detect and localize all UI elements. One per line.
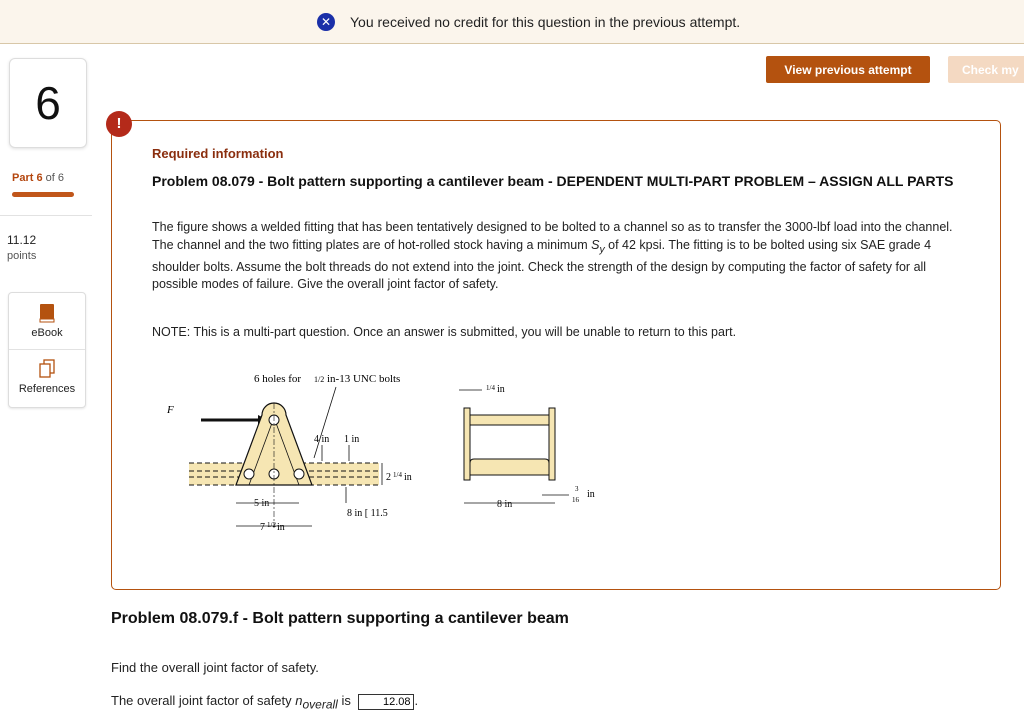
answer-is: is	[337, 693, 351, 708]
dim-8in-11: 8 in [ 11.5	[347, 508, 388, 519]
points-label: points	[7, 250, 37, 262]
desc-text-1: The figure shows a welded fitting that has been tentatively designed to be bolted to a channel so as to transfer the 3000-lbf load into the channel. The channel and the two fitting plates are of hot-rolled stock having a minimum	[152, 220, 953, 252]
view-previous-attempt-button[interactable]: View previous attempt	[766, 56, 930, 83]
dim-7h-frac: 1/2	[267, 521, 276, 529]
end-8in: 8 in	[497, 499, 513, 510]
banner-message: You received no credit for this question in the previous attempt.	[350, 14, 741, 30]
answer-suffix: .	[414, 693, 419, 708]
holes-fraction: 1/2	[314, 375, 325, 384]
dim-316-num: 3	[575, 485, 579, 493]
part-current: 6	[36, 172, 43, 184]
part-indicator	[12, 172, 64, 184]
ebook-button[interactable]	[9, 303, 85, 339]
end-flange-left	[464, 408, 470, 480]
dim-1in: 1 in	[344, 434, 360, 445]
part-progress-bar	[12, 192, 74, 197]
dim-2q-unit: in	[404, 472, 412, 483]
holes-rest: in-13 UNC bolts	[327, 373, 401, 385]
part-total: of 6	[45, 172, 65, 184]
answer-prefix: The overall joint factor of safety	[111, 693, 296, 708]
end-flange-right	[549, 408, 555, 480]
answer-subscript: overall	[302, 697, 338, 712]
dim-2q-frac: 1/4	[393, 471, 402, 479]
leader-line	[314, 387, 336, 458]
end-plate-top	[470, 415, 549, 425]
bolt-pattern-figure	[164, 363, 614, 543]
required-information-panel	[111, 120, 1001, 590]
answer-input[interactable]	[358, 694, 414, 710]
bolt-3	[294, 469, 304, 479]
desc-symbol: S	[591, 237, 600, 252]
points-value: 11.12	[7, 233, 37, 247]
required-heading: Required information	[152, 146, 284, 161]
check-my-work-button[interactable]: Check my	[948, 56, 1024, 83]
dim-4in: 4 in	[314, 434, 330, 445]
references-icon	[39, 359, 55, 379]
sidebar-divider	[0, 215, 92, 216]
end-channel	[470, 459, 549, 475]
answer-line	[111, 693, 418, 712]
tools-divider	[9, 349, 85, 350]
alert-icon: !	[106, 111, 132, 137]
desc-subscript: y	[599, 244, 605, 255]
part-word: Part	[12, 172, 34, 184]
problem-description	[152, 219, 972, 294]
answer-symbol: n	[295, 693, 303, 708]
question-number: 6	[9, 58, 87, 148]
dim-5in: 5 in	[254, 498, 270, 509]
problem-title: Problem 08.079 - Bolt pattern supporting a cantilever beam - DEPENDENT MULTI-PART PROBLEM – ASSIGN ALL PARTS	[152, 173, 954, 189]
subpart-instruction: Find the overall joint factor of safety.	[111, 660, 319, 675]
book-icon	[39, 303, 55, 323]
references-label: References	[18, 383, 76, 395]
dim-316-unit: in	[587, 489, 595, 500]
top-frac: 1/4	[486, 384, 495, 392]
side-tools-panel	[8, 292, 86, 408]
dim-7h-unit: in	[277, 522, 285, 533]
ebook-label: eBook	[31, 327, 63, 339]
top-unit: in	[497, 384, 505, 395]
force-label: F	[167, 404, 174, 416]
part-progress-fill	[12, 192, 74, 197]
subpart-title: Problem 08.079.f - Bolt pattern supporting a cantilever beam	[111, 610, 569, 627]
holes-label: 6 holes for	[254, 373, 302, 385]
close-circle-icon: ✕	[317, 13, 335, 31]
desc-text-2: of 42 kpsi. The fitting is to be bolted using six SAE grade 4 shoulder bolts. Assume the bolt threads do not extend into the joint. Check the strength of the design by computing the factor of safety for all possible modes of failure. Give the overall joint factor of safety.	[152, 237, 932, 291]
note-text: NOTE: This is a multi-part question. Once an answer is submitted, you will be unable to return to this part.	[152, 325, 737, 339]
dim-7h: 7	[260, 522, 265, 533]
references-button[interactable]	[9, 359, 85, 395]
dim-316-den: 16	[572, 496, 579, 504]
status-banner	[0, 0, 1024, 44]
bolt-1	[244, 469, 254, 479]
dim-2q: 2	[386, 472, 391, 483]
